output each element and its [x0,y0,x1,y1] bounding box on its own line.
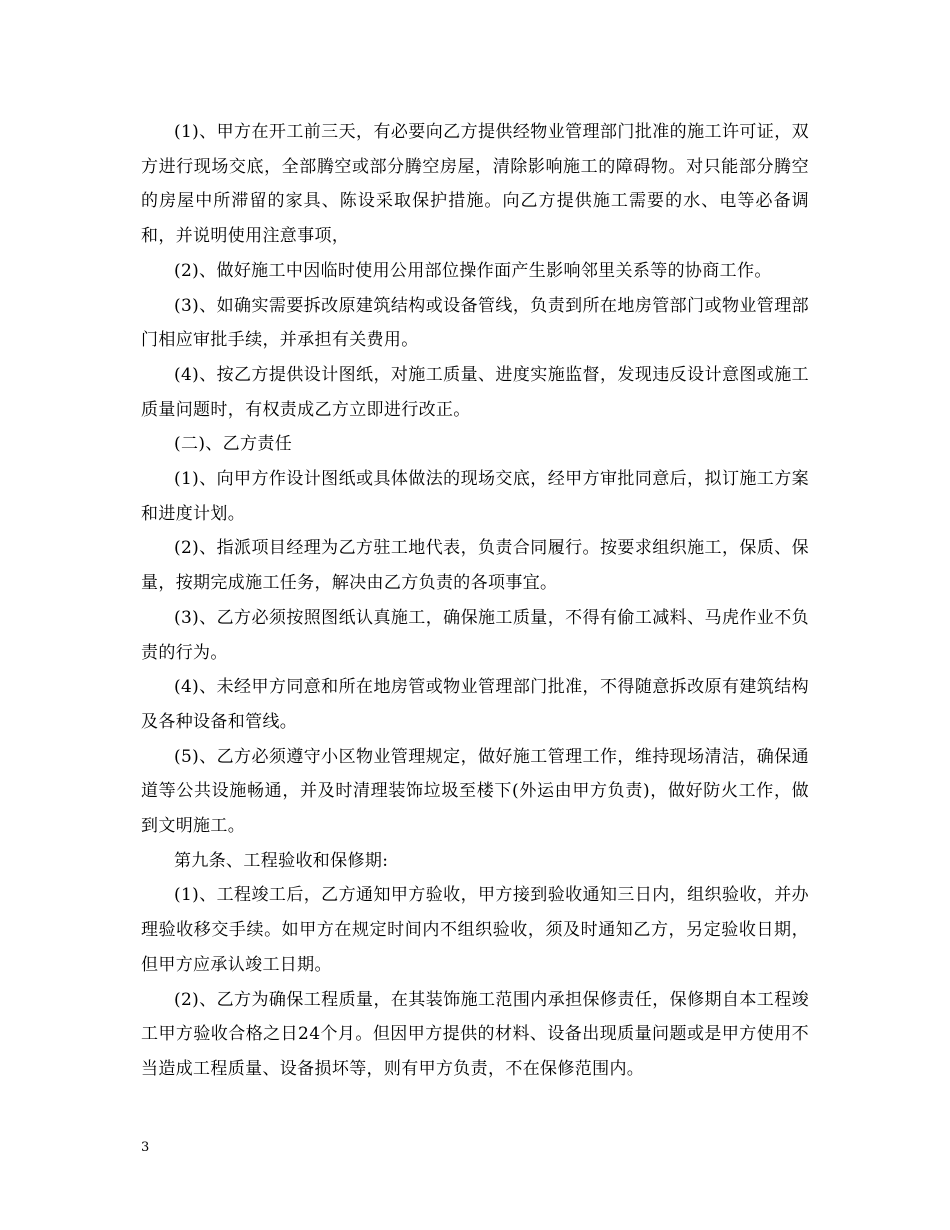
paragraph-party-b-duty-1: (1)、向甲方作设计图纸或具体做法的现场交底，经甲方审批同意后，拟订施工方案和进度计划。 [141,469,809,524]
page-number: 3 [141,1140,150,1155]
paragraph-party-a-duty-2: (2)、做好施工中因临时使用公用部位操作面产生影响邻里关系等的协商工作。 [174,260,772,281]
paragraph-party-a-duty-4: (4)、按乙方提供设计图纸，对施工质量、进度实施监督，发现违反设计意图或施工质量问题时，有权责成乙方立即进行改正。 [141,364,809,420]
paragraph-party-a-duty-3: (3)、如确实需要拆改原建筑结构或设备管线，负责到所在地房管部门或物业管理部门相应审批手续，并承担有关费用。 [141,295,809,351]
paragraph-acceptance-1: (1)、工程竣工后，乙方通知甲方验收，甲方接到验收通知三日内，组织验收，并办理验收移交手续。如甲方在规定时间内不组织验收，须及时通知乙方，另定验收日期，但甲方应承认竣工日期。 [141,885,809,975]
paragraph-party-a-duty-1: (1)、甲方在开工前三天，有必要向乙方提供经物业管理部门批准的施工许可证，双方进行现场交底，全部腾空或部分腾空房屋，清除影响施工的障碍物。对只能部分腾空的房屋中所滞留的家具、陈设采取保护措施。向乙方提供施工需要的水、电等必备调和，并说明使用注意事项， [141,122,809,247]
section-heading-party-b: (二)、乙方责任 [174,434,293,455]
paragraph-party-b-duty-3: (3)、乙方必须按照图纸认真施工，确保施工质量，不得有偷工减料、马虎作业不负责的行为。 [141,607,809,663]
section-heading-article-nine: 第九条、工程验收和保修期: [174,850,389,871]
paragraph-party-b-duty-4: (4)、未经甲方同意和所在地房管或物业管理部门批准，不得随意拆改原有建筑结构及各种设备和管线。 [141,677,809,732]
paragraph-acceptance-2: (2)、乙方为确保工程质量，在其装饰施工范围内承担保修责任，保修期自本工程竣工甲方验收合格之日24个月。但因甲方提供的材料、设备出现质量问题或是甲方使用不当造成工程质量、设备损坏等，则有甲方负责，不在保修范围内。 [141,989,809,1079]
document-body [141,115,809,1087]
paragraph-party-b-duty-5: (5)、乙方必须遵守小区物业管理规定，做好施工管理工作，维持现场清洁，确保通道等公共设施畅通，并及时清理装饰垃圾至楼下(外运由甲方负责)，做好防火工作，做到文明施工。 [141,746,809,837]
paragraph-party-b-duty-2: (2)、指派项目经理为乙方驻工地代表，负责合同履行。按要求组织施工，保质、保量，按期完成施工任务，解决由乙方负责的各项事宜。 [141,538,809,594]
